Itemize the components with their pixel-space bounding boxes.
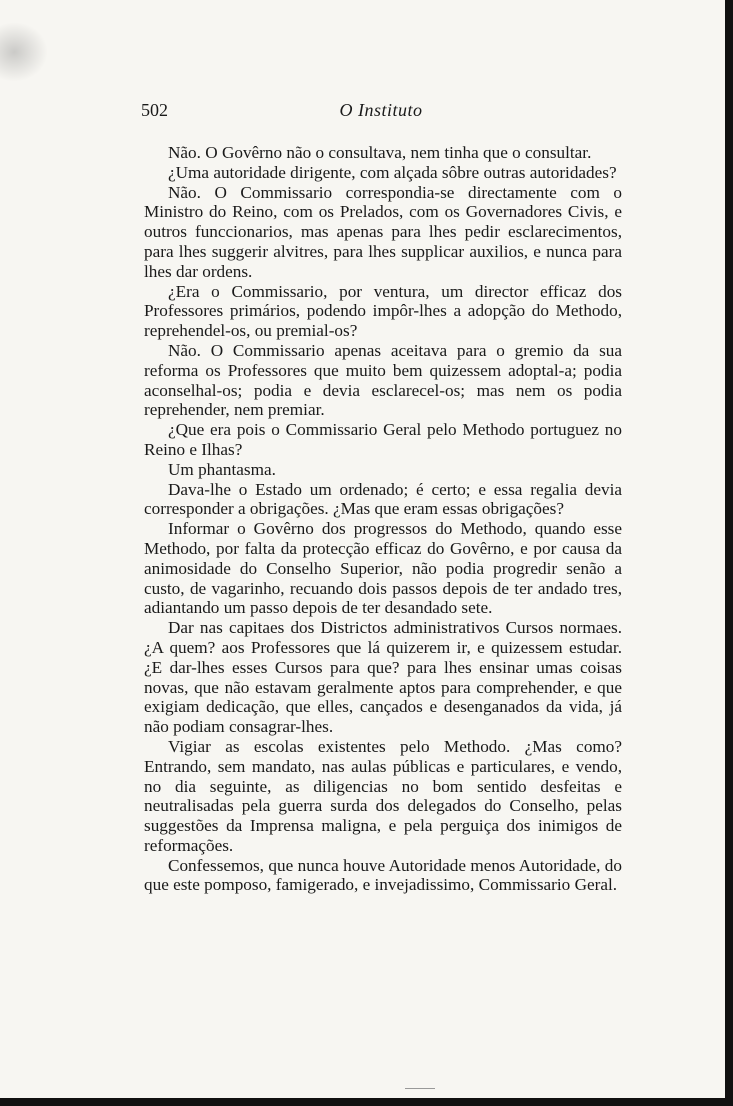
paragraph: Dava-lhe o Estado um ordenado; é certo; e essa regalia devia corresponder a obrigações. ¿Mas que eram essas obrigações?	[144, 479, 622, 519]
scan-smudge	[0, 22, 48, 82]
paragraph: Confessemos, que nunca houve Autoridade menos Autoridade, do que este pomposo, famigerado, e invejadissimo, Commissario Geral.	[144, 855, 622, 895]
body-text	[144, 143, 622, 895]
page-header	[141, 100, 621, 126]
paragraph: Não. O Govêrno não o consultava, nem tinha que o consultar.	[168, 143, 592, 162]
paragraph: ¿Uma autoridade dirigente, com alçada sôbre outras autoridades?	[168, 162, 617, 182]
paragraph: ¿Que era pois o Commissario Geral pelo Methodo portuguez no Reino e Ilhas?	[144, 420, 622, 459]
paragraph: Um phantasma.	[168, 459, 276, 479]
page-number: 502	[141, 100, 168, 120]
paragraph: Informar o Govêrno dos progressos do Methodo, quando esse Methodo, por falta da protecção efficaz do Govêrno, e por causa da animosidade do Conselho Superior, não podia progredir senão a custo, de vagarinho, recuando dois passos depois de ter andado tres, adiantando um passo depois de ter desandado sete.	[144, 519, 622, 618]
paragraph: Vigiar as escolas existentes pelo Methodo. ¿Mas como? Entrando, sem mandato, nas aulas públicas e particulares, e vendo, no dia seguinte, as diligencias no bom sentido desfeitas e neutralisadas pela guerra surda dos delegados do Conselho, pelas suggestões da Imprensa maligna, e pela perguiça dos inimigos de reformações.	[144, 736, 622, 855]
paragraph: Não. O Commissario apenas aceitava para o gremio da sua reforma os Professores que muito bem quizessem adoptal-a; podia aconselhal-os; podia e devia esclarecel-os; mas nem os podia reprehender, nem premiar.	[144, 340, 622, 420]
paragraph: Dar nas capitaes dos Districtos administrativos Cursos normaes. ¿A quem? aos Professores que lá quizerem ir, e quizessem estudar. ¿E dar-lhes esses Cursos para que? para lhes ensinar umas coisas novas, que não estavam geralmente aptos para comprehender, e que exigiam dedicação, que elles, cançados e desenganados da vida, já não podiam consagrar-lhes.	[144, 618, 622, 737]
scan-mark	[405, 1088, 435, 1089]
paragraph: ¿Era o Commissario, por ventura, um director efficaz dos Professores primários, podendo impôr-lhes a adopção do Methodo, reprehendel-os, ou premial-os?	[144, 281, 622, 341]
paragraph: Não. O Commissario correspondia-se directamente com o Ministro do Reino, com os Prelados, com os Governadores Civis, e outros funccionarios, mas apenas para lhes pedir esclarecimentos, para lhes suggerir alvitres, para lhes supplicar auxilios, e nunca para lhes dar ordens.	[144, 182, 622, 281]
running-title: O Instituto	[339, 100, 423, 120]
